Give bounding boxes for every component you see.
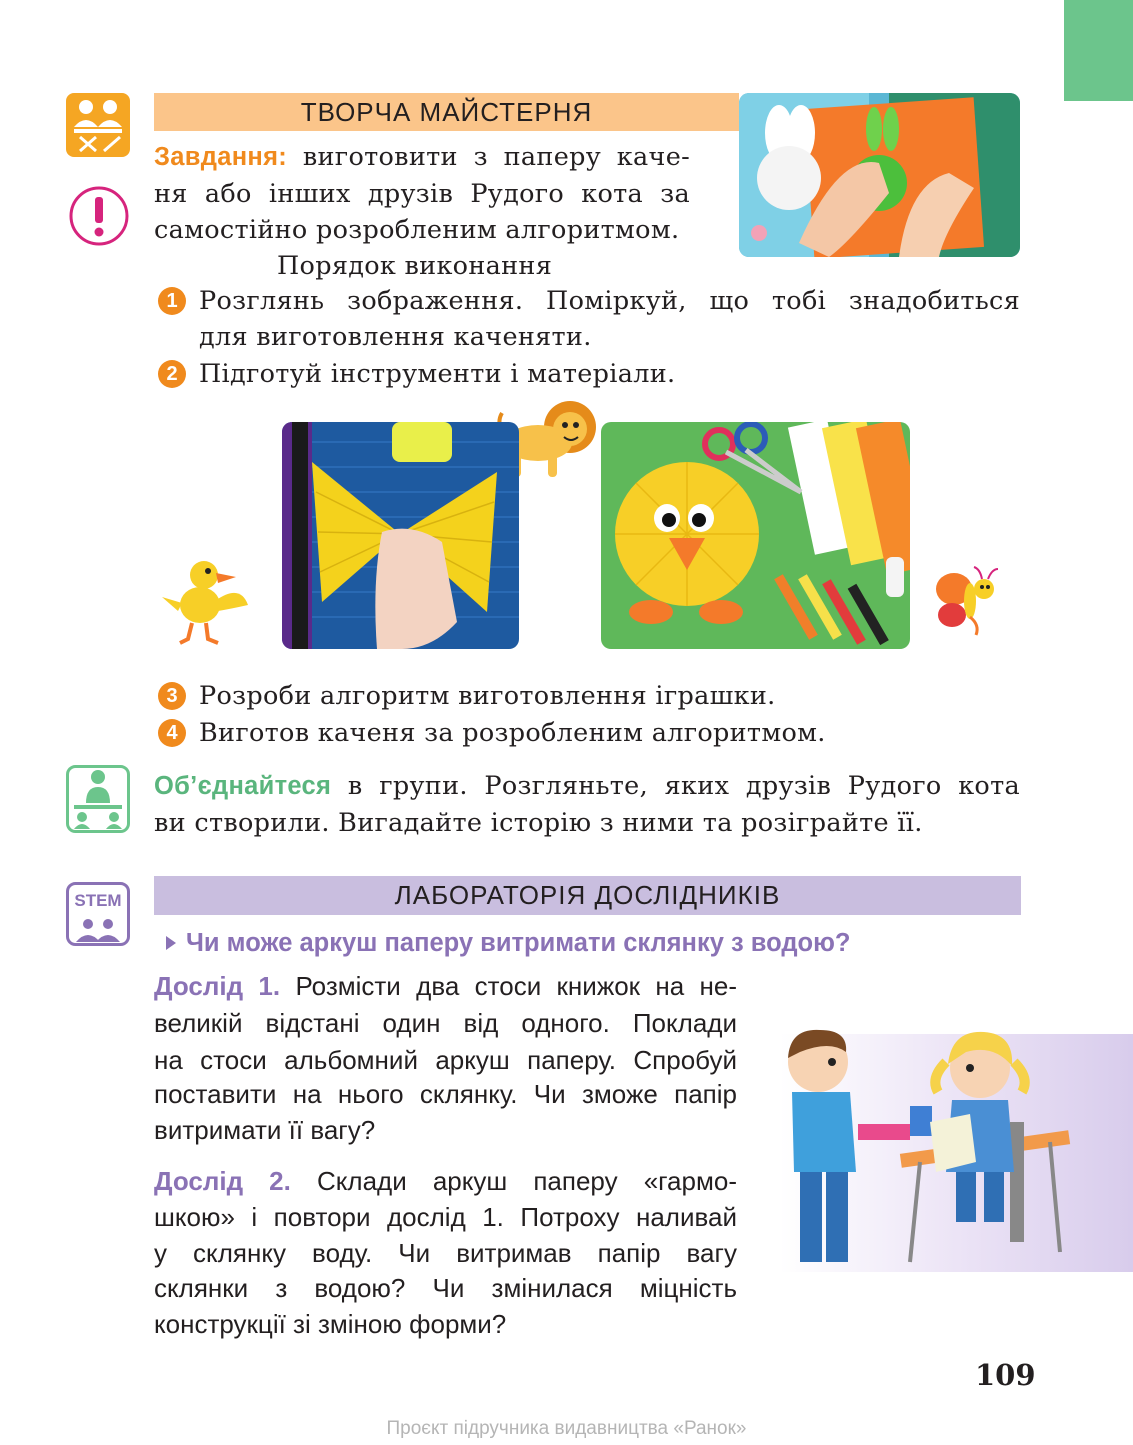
- stem-icon: [66, 882, 130, 946]
- exp1-label: Дослід 1.: [154, 971, 281, 1001]
- exp1-line-4: поставити на нього склянку. Чи зможе папір: [154, 1079, 737, 1109]
- exp1-line-5: витримати її вагу?: [154, 1115, 376, 1145]
- procedure-heading: Порядок виконання: [277, 251, 553, 281]
- page-number: 109: [975, 1358, 1036, 1392]
- group-work-icon: [66, 765, 130, 833]
- task-line-3: самостійно розробленим алгоритмом.: [154, 215, 680, 245]
- group-text: в групи. Розгляньте, яких друзів Рудого кота: [347, 771, 1020, 801]
- exp2-line-1: [154, 1163, 737, 1200]
- step-badge-2: 2: [158, 360, 186, 388]
- step-3-line-1: Розроби алгоритм виготовлення іграшки.: [199, 681, 776, 711]
- exp2-line-3: у склянку воду. Чи витримав папір вагу: [154, 1238, 737, 1268]
- exclamation-icon: [68, 185, 130, 247]
- kids-experiment-illustration: [780, 1022, 1133, 1272]
- group-line-2: ви створили. Вигадайте історію з ними та розіграйте її.: [154, 808, 923, 838]
- exp1-line-3: на стоси альбомний аркуш паперу. Спробуй: [154, 1045, 737, 1075]
- exp1-line-2: великій відстані один від одного. Поклади: [154, 1008, 737, 1038]
- section-banner-lab: [154, 876, 1021, 915]
- workshop-icon: [66, 93, 130, 157]
- step-1-line-1: Розглянь зображення. Поміркуй, що тобі знадобиться: [199, 286, 1020, 316]
- craft-photo-yellow-fan: [282, 422, 519, 649]
- task-line-1: [154, 139, 690, 176]
- step-badge-1: 1: [158, 287, 186, 315]
- task-text: виготовити з паперу каче-: [302, 142, 690, 172]
- stem-label: STEM: [74, 891, 122, 910]
- craft-photo-hands: [739, 93, 1020, 257]
- group-line-1: [154, 768, 1020, 805]
- section-banner-workshop: [154, 93, 739, 131]
- duck-illustration: [160, 553, 250, 649]
- step-4-line-1: Виготов каченя за розробленим алгоритмом.: [199, 718, 826, 748]
- exp1-text: Розмісти два стоси книжок на не-: [295, 971, 737, 1001]
- exp2-line-5: конструкції зі зміною форми?: [154, 1309, 507, 1339]
- step-1-line-2: для виготовлення каченяти.: [199, 322, 592, 352]
- footer-note: Проєкт підручника видавництва «Ранок»: [386, 1418, 747, 1439]
- exp2-text: Склади аркуш паперу «гармо-: [316, 1166, 737, 1196]
- question-arrow-icon: [164, 934, 178, 952]
- craft-photo-paper-duckling: [601, 422, 910, 649]
- exp2-line-2: шкою» і повтори дослід 1. Потроху наливай: [154, 1202, 737, 1232]
- group-label: Об’єднайтеся: [154, 772, 332, 800]
- step-badge-4: 4: [158, 719, 186, 747]
- section-title: ТВОРЧА МАЙСТЕРНЯ: [300, 97, 593, 127]
- step-badge-3: 3: [158, 682, 186, 710]
- chapter-tab: [1064, 0, 1133, 101]
- task-line-2: ня або інших друзів Рудого кота за: [154, 179, 690, 209]
- exp1-line-1: [154, 968, 737, 1005]
- butterfly-illustration: [930, 565, 1004, 639]
- task-label: Завдання:: [154, 143, 288, 171]
- lab-question: Чи може аркуш паперу витримати склянку з водою?: [186, 929, 851, 957]
- lab-title: ЛАБОРАТОРІЯ ДОСЛІДНИКІВ: [394, 880, 781, 910]
- exp2-label: Дослід 2.: [154, 1166, 291, 1196]
- exp2-line-4: склянки з водою? Чи змінилася міцність: [154, 1273, 737, 1303]
- step-2-line-1: Підготуй інструменти і матеріали.: [199, 359, 676, 389]
